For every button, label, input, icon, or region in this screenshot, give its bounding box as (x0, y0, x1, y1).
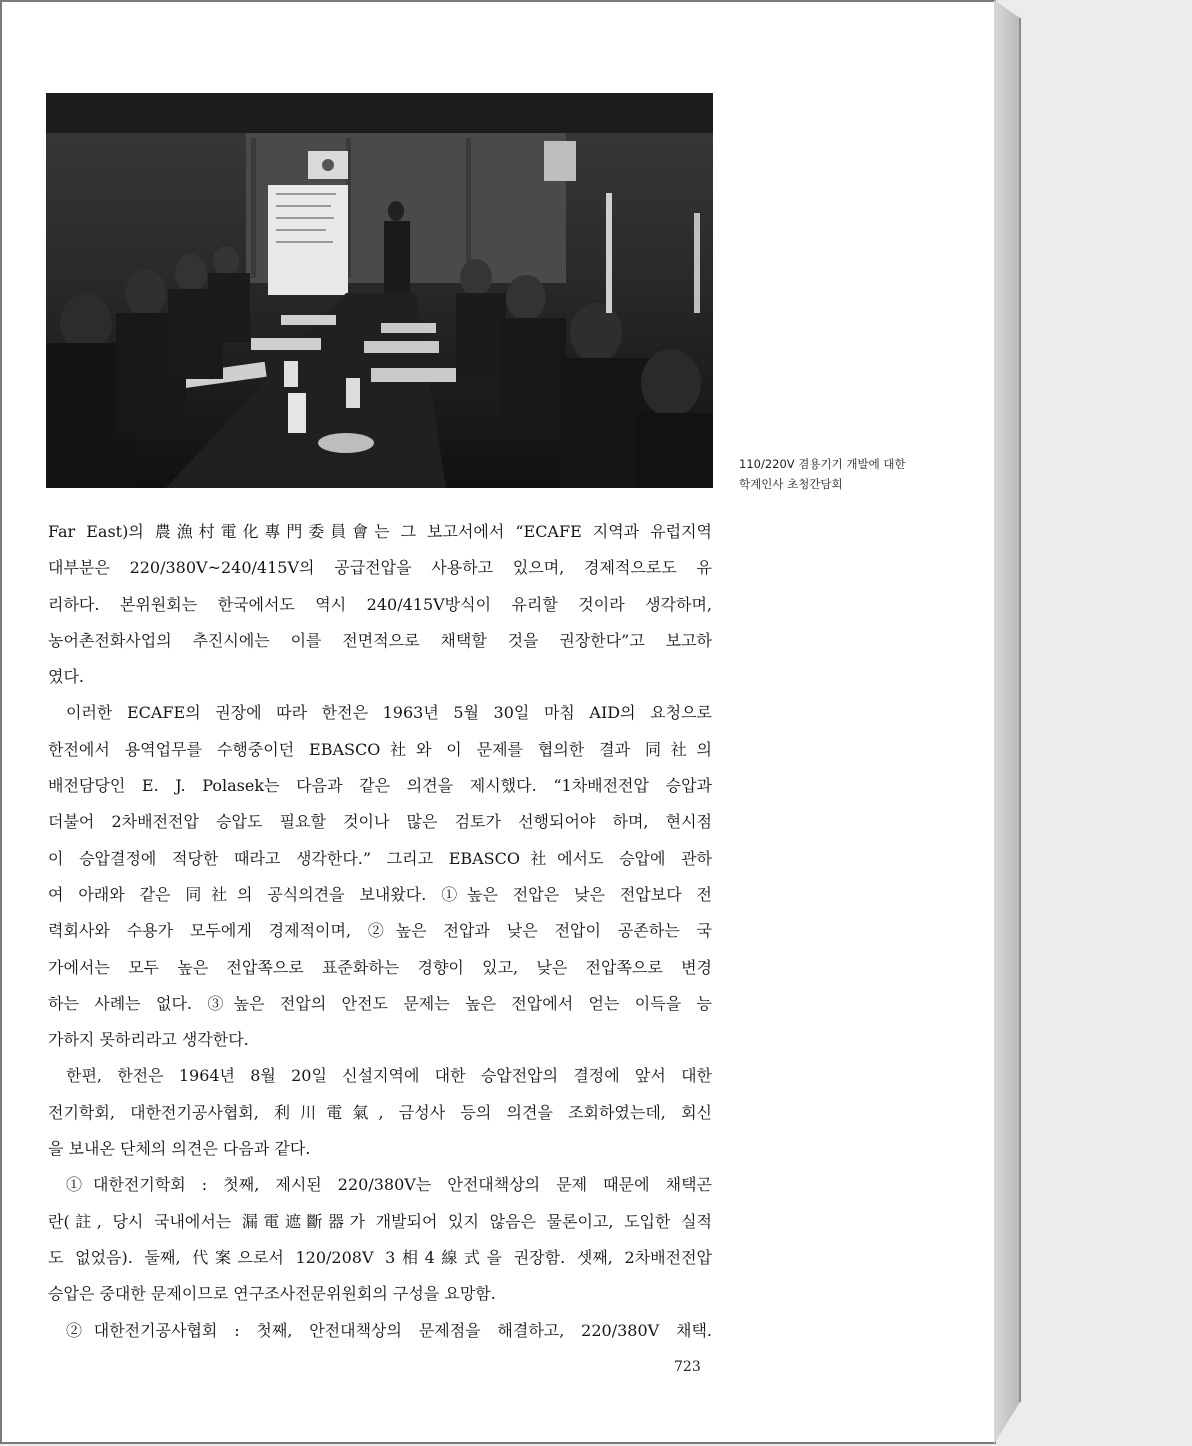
text-line: ①대한전기학회 : 첫째, 제시된 220/380V는 안전대책상의 문제 때문에 채택곤 (66, 1175, 712, 1195)
text-line: 여 아래와 같은 同社의 공식의견을 보내왔다. ①높은 전압은 낮은 전압보다 전 (48, 884, 712, 904)
text-line: ②대한전기공사협회 : 첫째, 안전대책상의 문제점을 해결하고, 220/380V 채택. (66, 1320, 712, 1340)
text-line: 배전담당인 E. J. Polasek는 다음과 같은 의견을 제시했다. “1차배전전압 승압과 (48, 776, 712, 796)
text-line: 하는 사례는 없다. ③높은 전압의 안전도 문제는 높은 전압에서 얻는 이득을 능 (48, 993, 712, 1013)
body-text (48, 514, 712, 1349)
photo-caption (739, 454, 979, 494)
text-line: 한편, 한전은 1964년 8월 20일 신설지역에 대한 승압전압의 결정에 앞서 대한 (66, 1066, 712, 1086)
text-line: 농어촌전화사업의 추진시에는 이를 전면적으로 채택할 것을 권장한다”고 보고하 (48, 630, 712, 650)
caption-line: 학계인사 초청간담회 (739, 477, 843, 491)
text-line: 승압은 중대한 문제이므로 연구조사전문위원회의 구성을 요망함. (48, 1284, 496, 1304)
text-line: 더불어 2차배전전압 승압도 필요할 것이나 많은 검토가 선행되어야 하며, 현시점 (48, 812, 712, 832)
text-line: 도 없었음). 둘째, 代案으로서 120/208V 3相4線式을 권장함. 셋째, 2차배전전압 (48, 1247, 712, 1267)
page-edge (994, 0, 1020, 1444)
text-line: 을 보내온 단체의 의견은 다음과 같다. (48, 1139, 311, 1159)
meeting-photo-icon (46, 93, 713, 488)
text-line: 가에서는 모두 높은 전압쪽으로 표준화하는 경향이 있고, 낮은 전압쪽으로 변경 (48, 957, 712, 977)
text-line: 이러한 ECAFE의 권장에 따라 한전은 1963년 5월 30일 마침 AID의 요청으로 (66, 703, 712, 723)
page-edge-line (1019, 18, 1021, 1402)
text-line: 리하다. 본위원회는 한국에서도 역시 240/415V방식이 유리할 것이라 생각하며, (48, 594, 712, 614)
text-line: 전기학회, 대한전기공사협회, 利川電氣, 금성사 등의 의견을 조회하였는데, 회신 (48, 1102, 712, 1122)
text-line: 였다. (48, 667, 84, 687)
text-line: 란(註, 당시 국내에서는 漏電遮斷器가 개발되어 있지 않음은 물론이고, 도입한 실적 (48, 1211, 712, 1231)
text-line: 이 승압결정에 적당한 때라고 생각한다.” 그리고 EBASCO社에서도 승압에 관하 (48, 848, 712, 868)
page-number: 723 (674, 1359, 701, 1375)
text-line: 대부분은 220/380V~240/415V의 공급전압을 사용하고 있으며, 경제적으로도 유 (48, 558, 712, 578)
text-line: 력회사와 수용가 모두에게 경제적이며, ②높은 전압과 낮은 전압이 공존하는 국 (48, 921, 712, 941)
meeting-photo (46, 93, 713, 488)
caption-line: 110/220V 겸용기기 개발에 대한 (739, 457, 906, 471)
text-line: Far East)의 農漁村電化專門委員會는 그 보고서에서 “ECAFE 지역과 유럽지역 (48, 522, 712, 541)
text-line: 한전에서 용역업무를 수행중이던 EBASCO社와 이 문제를 협의한 결과 同社의 (48, 739, 712, 759)
text-line: 가하지 못하리라고 생각한다. (48, 1030, 249, 1050)
